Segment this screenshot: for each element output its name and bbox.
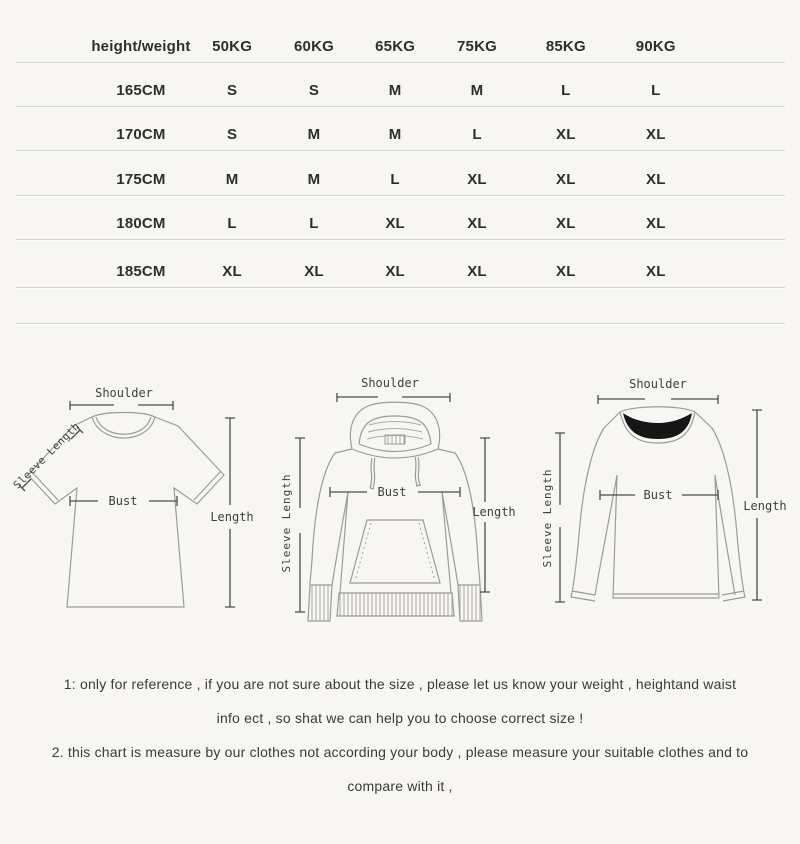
table-row-empty (16, 288, 785, 324)
size-value: M (307, 171, 321, 188)
header-cell-65kg: 65KG (375, 38, 416, 55)
hoodie-sleeve-length-label: Sleeve Length (280, 473, 293, 573)
tshirt-length-label: Length (210, 510, 254, 524)
header-cell-60kg: 60KG (293, 38, 334, 55)
table-row-165cm (16, 63, 785, 107)
hoodie-diagram (270, 355, 520, 635)
longsleeve-length-label: Length (743, 499, 787, 513)
size-value: S (308, 82, 320, 99)
header-cell-height-weight: height/weight (91, 38, 191, 55)
size-value: S (226, 82, 238, 99)
header-cell-75kg: 75KG (457, 38, 497, 55)
size-value: XL (556, 215, 576, 232)
longsleeve-diagram (535, 355, 793, 630)
row-label: 185CM (116, 263, 166, 280)
row-label: 165CM (116, 82, 166, 99)
size-value: XL (467, 263, 487, 280)
hoodie-shoulder-line (337, 393, 450, 402)
longsleeve-sketch (535, 355, 793, 630)
hoodie-right-cuff-rib (458, 585, 482, 621)
size-value: XL (646, 171, 666, 188)
note-2-line-1: 2. this chart is measure by our clothes not according your body , please measure your suitable clothes and to (51, 744, 749, 760)
row-label: 175CM (116, 171, 166, 188)
size-value: XL (646, 263, 666, 280)
header-cell-85kg: 85KG (545, 38, 586, 55)
table-row-185cm (16, 240, 785, 288)
size-value: M (225, 171, 239, 188)
longsleeve-shoulder-line (598, 395, 718, 404)
tshirt-diagram (10, 355, 260, 625)
row-label: 170CM (116, 126, 166, 143)
size-value: M (307, 126, 321, 143)
size-value: XL (556, 263, 576, 280)
tshirt-sleeve-length-label: Sleeve Length (11, 420, 83, 492)
header-cell-50kg: 50KG (212, 38, 253, 55)
hoodie-outline (310, 449, 480, 593)
size-value: XL (556, 171, 576, 188)
size-value: XL (222, 263, 242, 280)
hoodie-shoulder-label: Shoulder (361, 376, 419, 390)
table-row-170cm (16, 107, 785, 151)
size-value: L (227, 215, 237, 232)
note-1-line-2: info ect , so shat we can help you to choose correct size ! (216, 710, 584, 726)
hoodie-pocket-stitching (355, 523, 435, 581)
row-label: 180CM (116, 215, 166, 232)
hoodie-tag (385, 435, 405, 444)
longsleeve-sleeve-length-label: Sleeve Length (541, 468, 554, 568)
size-value: XL (646, 215, 666, 232)
longsleeve-outline (571, 412, 745, 601)
table-row-175cm (16, 151, 785, 196)
size-table (0, 0, 800, 324)
hoodie-hood (350, 402, 439, 458)
header-cell-90kg: 90KG (635, 38, 676, 55)
longsleeve-collar-fill (623, 413, 692, 439)
size-value: M (388, 126, 402, 143)
hoodie-pocket (350, 520, 440, 583)
tshirt-shoulder-label: Shoulder (95, 386, 153, 400)
size-value: L (472, 126, 482, 143)
tshirt-sketch (10, 355, 260, 625)
hoodie-hem-rib (337, 593, 454, 616)
size-value: XL (385, 215, 405, 232)
tshirt-shoulder-line (70, 401, 173, 410)
size-value: M (388, 82, 402, 99)
size-value: XL (304, 263, 324, 280)
longsleeve-shoulder-label: Shoulder (629, 377, 687, 391)
tshirt-bust-label: Bust (108, 494, 138, 508)
hoodie-sketch (270, 355, 520, 635)
size-table-header-row (16, 0, 785, 63)
size-value: L (309, 215, 319, 232)
size-value: XL (556, 126, 576, 143)
size-value: L (390, 171, 400, 188)
hoodie-bust-label: Bust (377, 485, 407, 499)
size-value: S (226, 126, 238, 143)
hoodie-length-label: Length (472, 505, 516, 519)
size-value: XL (646, 126, 666, 143)
size-value: M (470, 82, 484, 99)
footer-notes (0, 667, 800, 803)
tshirt-collar (92, 413, 155, 439)
note-2-line-2: compare with it , (347, 778, 453, 794)
size-value: XL (467, 215, 487, 232)
size-value: XL (467, 171, 487, 188)
table-row-180cm (16, 196, 785, 240)
hoodie-left-cuff-rib (308, 585, 332, 621)
longsleeve-bust-label: Bust (643, 488, 673, 502)
longsleeve-sleeve-length-line (555, 433, 565, 602)
size-value: L (561, 82, 571, 99)
size-value: L (651, 82, 661, 99)
hoodie-sleeve-length-line (295, 438, 305, 612)
size-value: XL (385, 263, 405, 280)
note-1-line-1: 1: only for reference , if you are not sure about the size , please let us know your weight , heightand waist (63, 676, 737, 692)
